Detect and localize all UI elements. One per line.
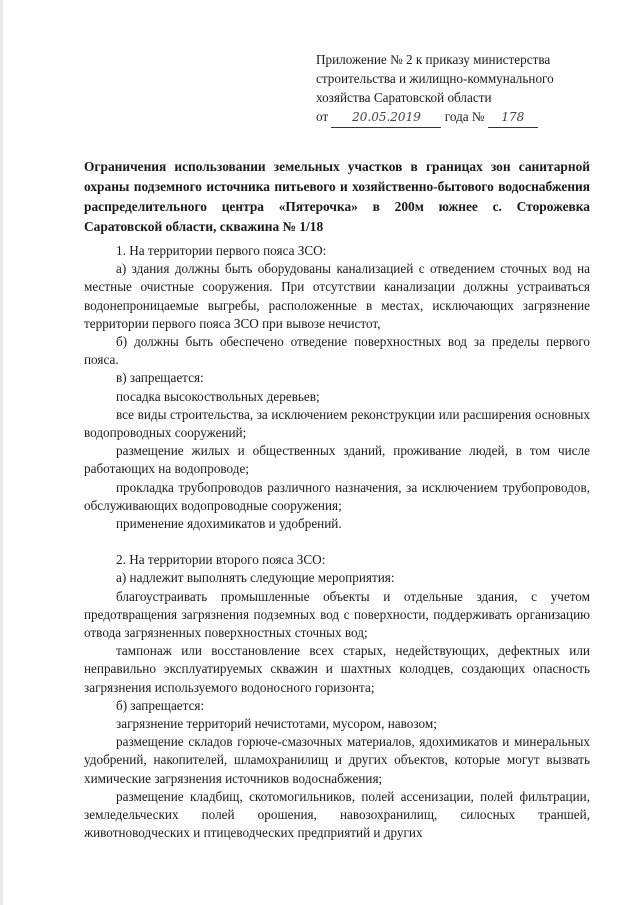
paragraph: а) здания должны быть оборудованы канализацией с отведением сточных вод на местные очистные сооружения. При отсутствии канализации должны устраиваться водонепроницаемые выгребы, расположенные в местах, исключающих загрязнение территории первого пояса ЗСО при вывозе нечистот, (84, 261, 590, 331)
paragraph: все виды строительства, за исключением реконструкции или расширения основных водопроводных сооружений; (84, 406, 590, 441)
handwritten-number: 178 (488, 108, 538, 128)
appendix-date-line (316, 107, 616, 128)
scan-edge (0, 0, 3, 905)
paragraph: прокладка трубопроводов различного назначения, за исключением трубопроводов, обслуживающих водопроводные сооружения; (84, 479, 590, 513)
paragraph: тампонаж или восстановление всех старых, недействующих, дефектных или неправильно эксплуатируемых скважин и шахтных колодцев, создающих опасность загрязнения используемого водоносного горизонта; (84, 643, 590, 695)
paragraph: благоустраивать промышленные объекты и отдельные здания, с учетом предотвращения загрязнения подземных вод с поверхности, поддерживать организацию отвода загрязненных поверхностных сточных вод; (84, 588, 590, 641)
from-label: от (316, 109, 329, 124)
appendix-header (316, 50, 616, 128)
document-title: Ограничения использовании земельных участков в границах зон санитарной охраны подземного источника питьевого и хозяйственно-бытового водоснабжения распределительного центра «Пятерочка» в 200м южнее с. Сторожевка Саратовской области, скважина № 1/18 (84, 159, 590, 234)
paragraph: 1. На территории первого пояса ЗСО: (116, 243, 327, 258)
paragraph: б) должны быть обеспечено отведение поверхностных вод за пределы первого пояса. (84, 334, 590, 368)
paragraph: посадка высокоствольных деревьев; (116, 388, 320, 404)
appendix-line-2: строительства и жилищно-коммунального (316, 71, 554, 86)
document-body (84, 242, 590, 843)
paragraph: в) запрещается: (116, 370, 204, 386)
paragraph: а) надлежит выполнять следующие мероприятия: (116, 570, 395, 586)
paragraph: применение ядохимикатов и удобрений. (116, 516, 342, 532)
paragraph: размещение жилых и общественных зданий, проживание людей, в том числе работающих на водопроводе; (84, 443, 590, 477)
year-number-label: года № (444, 109, 485, 124)
appendix-line-1: Приложение № 2 к приказу министерства (316, 52, 551, 67)
paragraph: размещение кладбищ, скотомогильников, полей ассенизации, полей фильтрации, земледельческих полей орошения, навозохранилищ, силосных траншей, животноводческих и птицеводческих предприятий и других (84, 788, 590, 841)
appendix-line-3: хозяйства Саратовской области (316, 90, 492, 105)
handwritten-date: 20.05.2019 (331, 108, 441, 128)
paragraph: загрязнение территорий нечистотами, мусором, навозом; (116, 716, 437, 732)
paragraph: б) запрещается: (116, 697, 205, 713)
paragraph: размещение складов горюче-смазочных материалов, ядохимикатов и минеральных удобрений, накопителей, шламохранилищ и других объектов, которые могут вызвать химические загрязнения источников водоснабжения; (84, 734, 590, 786)
paragraph: 2. На территории второго пояса ЗСО: (116, 552, 326, 568)
